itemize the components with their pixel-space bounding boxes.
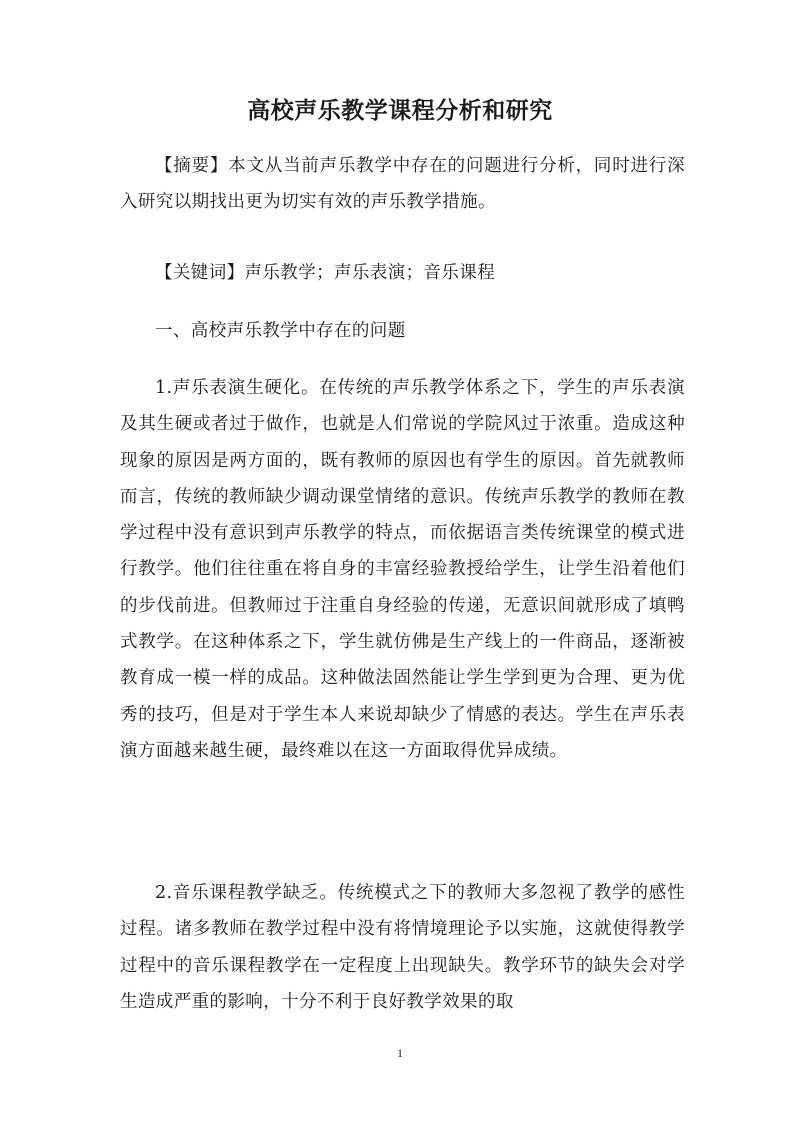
page-title: 高校声乐教学课程分析和研究	[247, 97, 553, 124]
section-heading: 一、高校声乐教学中存在的问题	[155, 321, 406, 341]
abstract-paragraph: 【摘要】本文从当前声乐教学中存在的问题进行分析，同时进行深入研究以期找出更为切实有效的声乐教学措施。	[120, 156, 685, 213]
body-paragraph-2: 2.音乐课程教学缺乏。传统模式之下的教师大多忽视了教学的感性过程。诸多教师在教学过程中没有将情境理论予以实施，这就使得教学过程中的音乐课程教学在一定程度上出现缺失。教学环节的缺失会对学生造成严重的影响，十分不利于良好教学效果的取	[120, 883, 685, 1012]
body-paragraph-1: 1.声乐表演生硬化。在传统的声乐教学体系之下，学生的声乐表演及其生硬或者过于做作，也就是人们常说的学院风过于浓重。造成这种现象的原因是两方面的，既有教师的原因也有学生的原因。首先就教师而言，传统的教师缺少调动课堂情绪的意识。传统声乐教学的教师在教学过程中没有意识到声乐教学的特点，而依据语言类传统课堂的模式进行教学。他们往往重在将自身的丰富经验教授给学生，让学生沿着他们的步伐前进。但教师过于注重自身经验的传递，无意识间就形成了填鸭式教学。在这种体系之下，学生就仿佛是生产线上的一件商品，逐渐被教育成一模一样的成品。这种做法固然能让学生学到更为合理、更为优秀的技巧，但是对于学生本人来说却缺少了情感的表达。学生在声乐表演方面越来越生硬，最终难以在这一方面取得优异成绩。	[120, 378, 685, 761]
page-number: 1	[397, 1046, 403, 1060]
keywords-paragraph: 【关键词】声乐教学；声乐表演；音乐课程	[155, 263, 496, 283]
